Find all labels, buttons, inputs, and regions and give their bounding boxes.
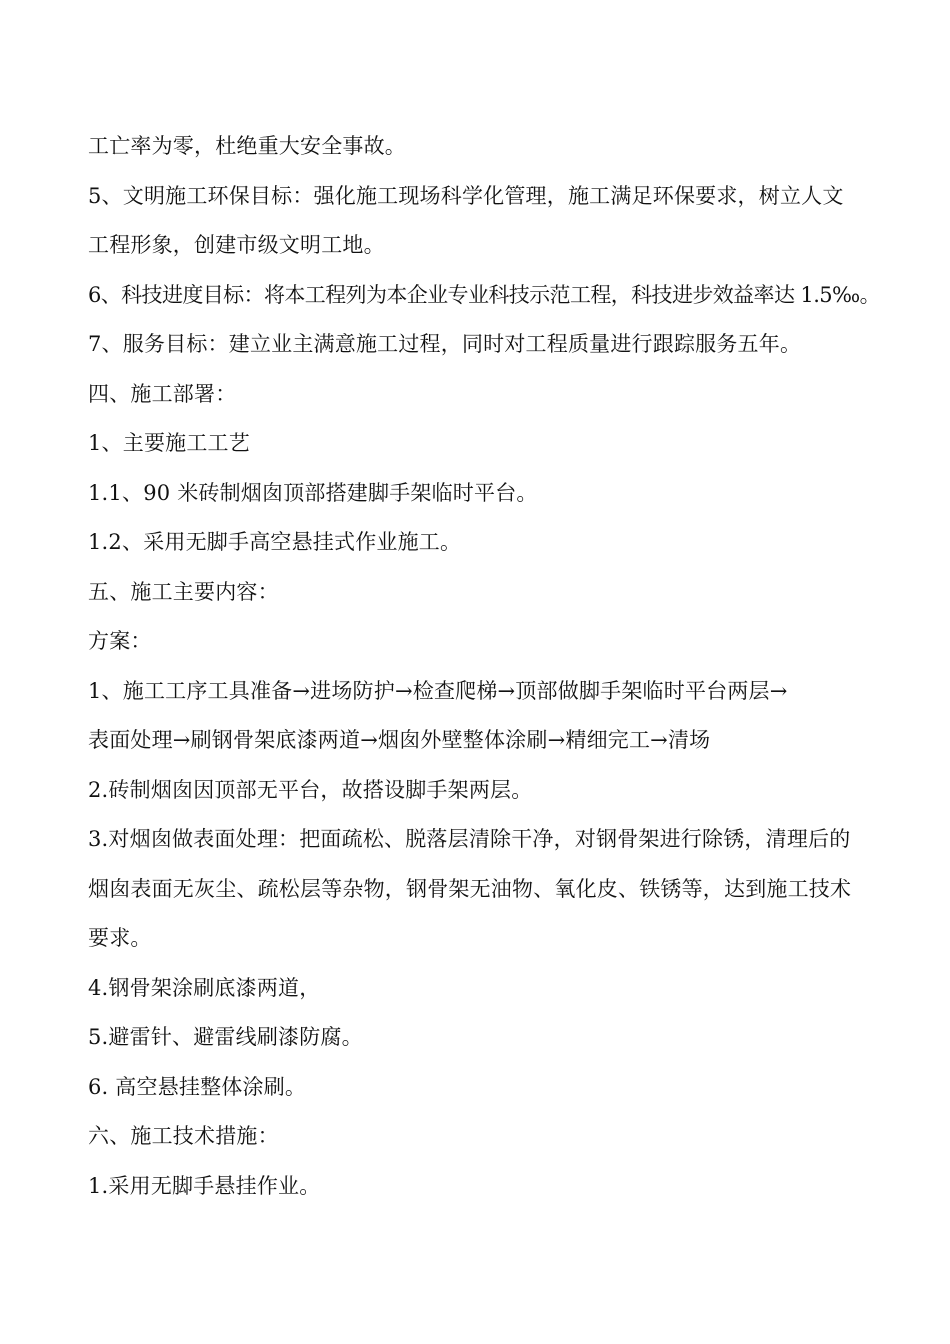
text-line: 方案： [88,629,152,653]
text-line: 6. 高空悬挂整体涂刷。 [88,1074,307,1099]
section-heading: 四、施工部署： [88,381,237,406]
text-line: 要求。 [88,926,152,950]
text-line: 4.钢骨架涂刷底漆两道， [88,975,321,1000]
text-line: 1.1、90 米砖制烟囱顶部搭建脚手架临时平台。 [88,480,538,505]
text-line: 1、主要施工工艺 [88,431,250,455]
text-line: 1、施工工序工具准备→进场防护→检查爬梯→顶部做脚手架临时平台两层→ [88,678,788,703]
text-line: 工程形象，创建市级文明工地。 [88,233,385,257]
text-line: 6、科技进度目标：将本工程列为本企业专业科技示范工程，科技进步效益率达 1.5‰。 [88,282,881,307]
text-line: 5.避雷针、避雷线刷漆防腐。 [88,1025,363,1049]
text-line: 1.采用无脚手悬挂作业。 [88,1173,321,1198]
text-line: 2.砖制烟囱因顶部无平台，故搭设脚手架两层。 [88,777,533,802]
text-line: 1.2、采用无脚手高空悬挂式作业施工。 [88,530,462,554]
text-line: 5、文明施工环保目标：强化施工现场科学化管理，施工满足环保要求，树立人文 [88,183,844,208]
text-line: 工亡率为零，杜绝重大安全事故。 [88,134,406,158]
text-line: 表面处理→刷钢骨架底漆两道→烟囱外壁整体涂刷→精细完工→清场 [88,728,711,752]
section-heading: 五、施工主要内容： [88,579,279,604]
text-line: 烟囱表面无灰尘、疏松层等杂物，钢骨架无油物、氧化皮、铁锈等，达到施工技术 [88,876,852,901]
section-heading: 六、施工技术措施： [88,1124,279,1148]
text-line: 3.对烟囱做表面处理：把面疏松、脱落层清除干净，对钢骨架进行除锈，清理后的 [88,827,851,851]
document-body [88,122,888,1211]
text-line: 7、服务目标：建立业主满意施工过程，同时对工程质量进行跟踪服务五年。 [88,332,802,356]
